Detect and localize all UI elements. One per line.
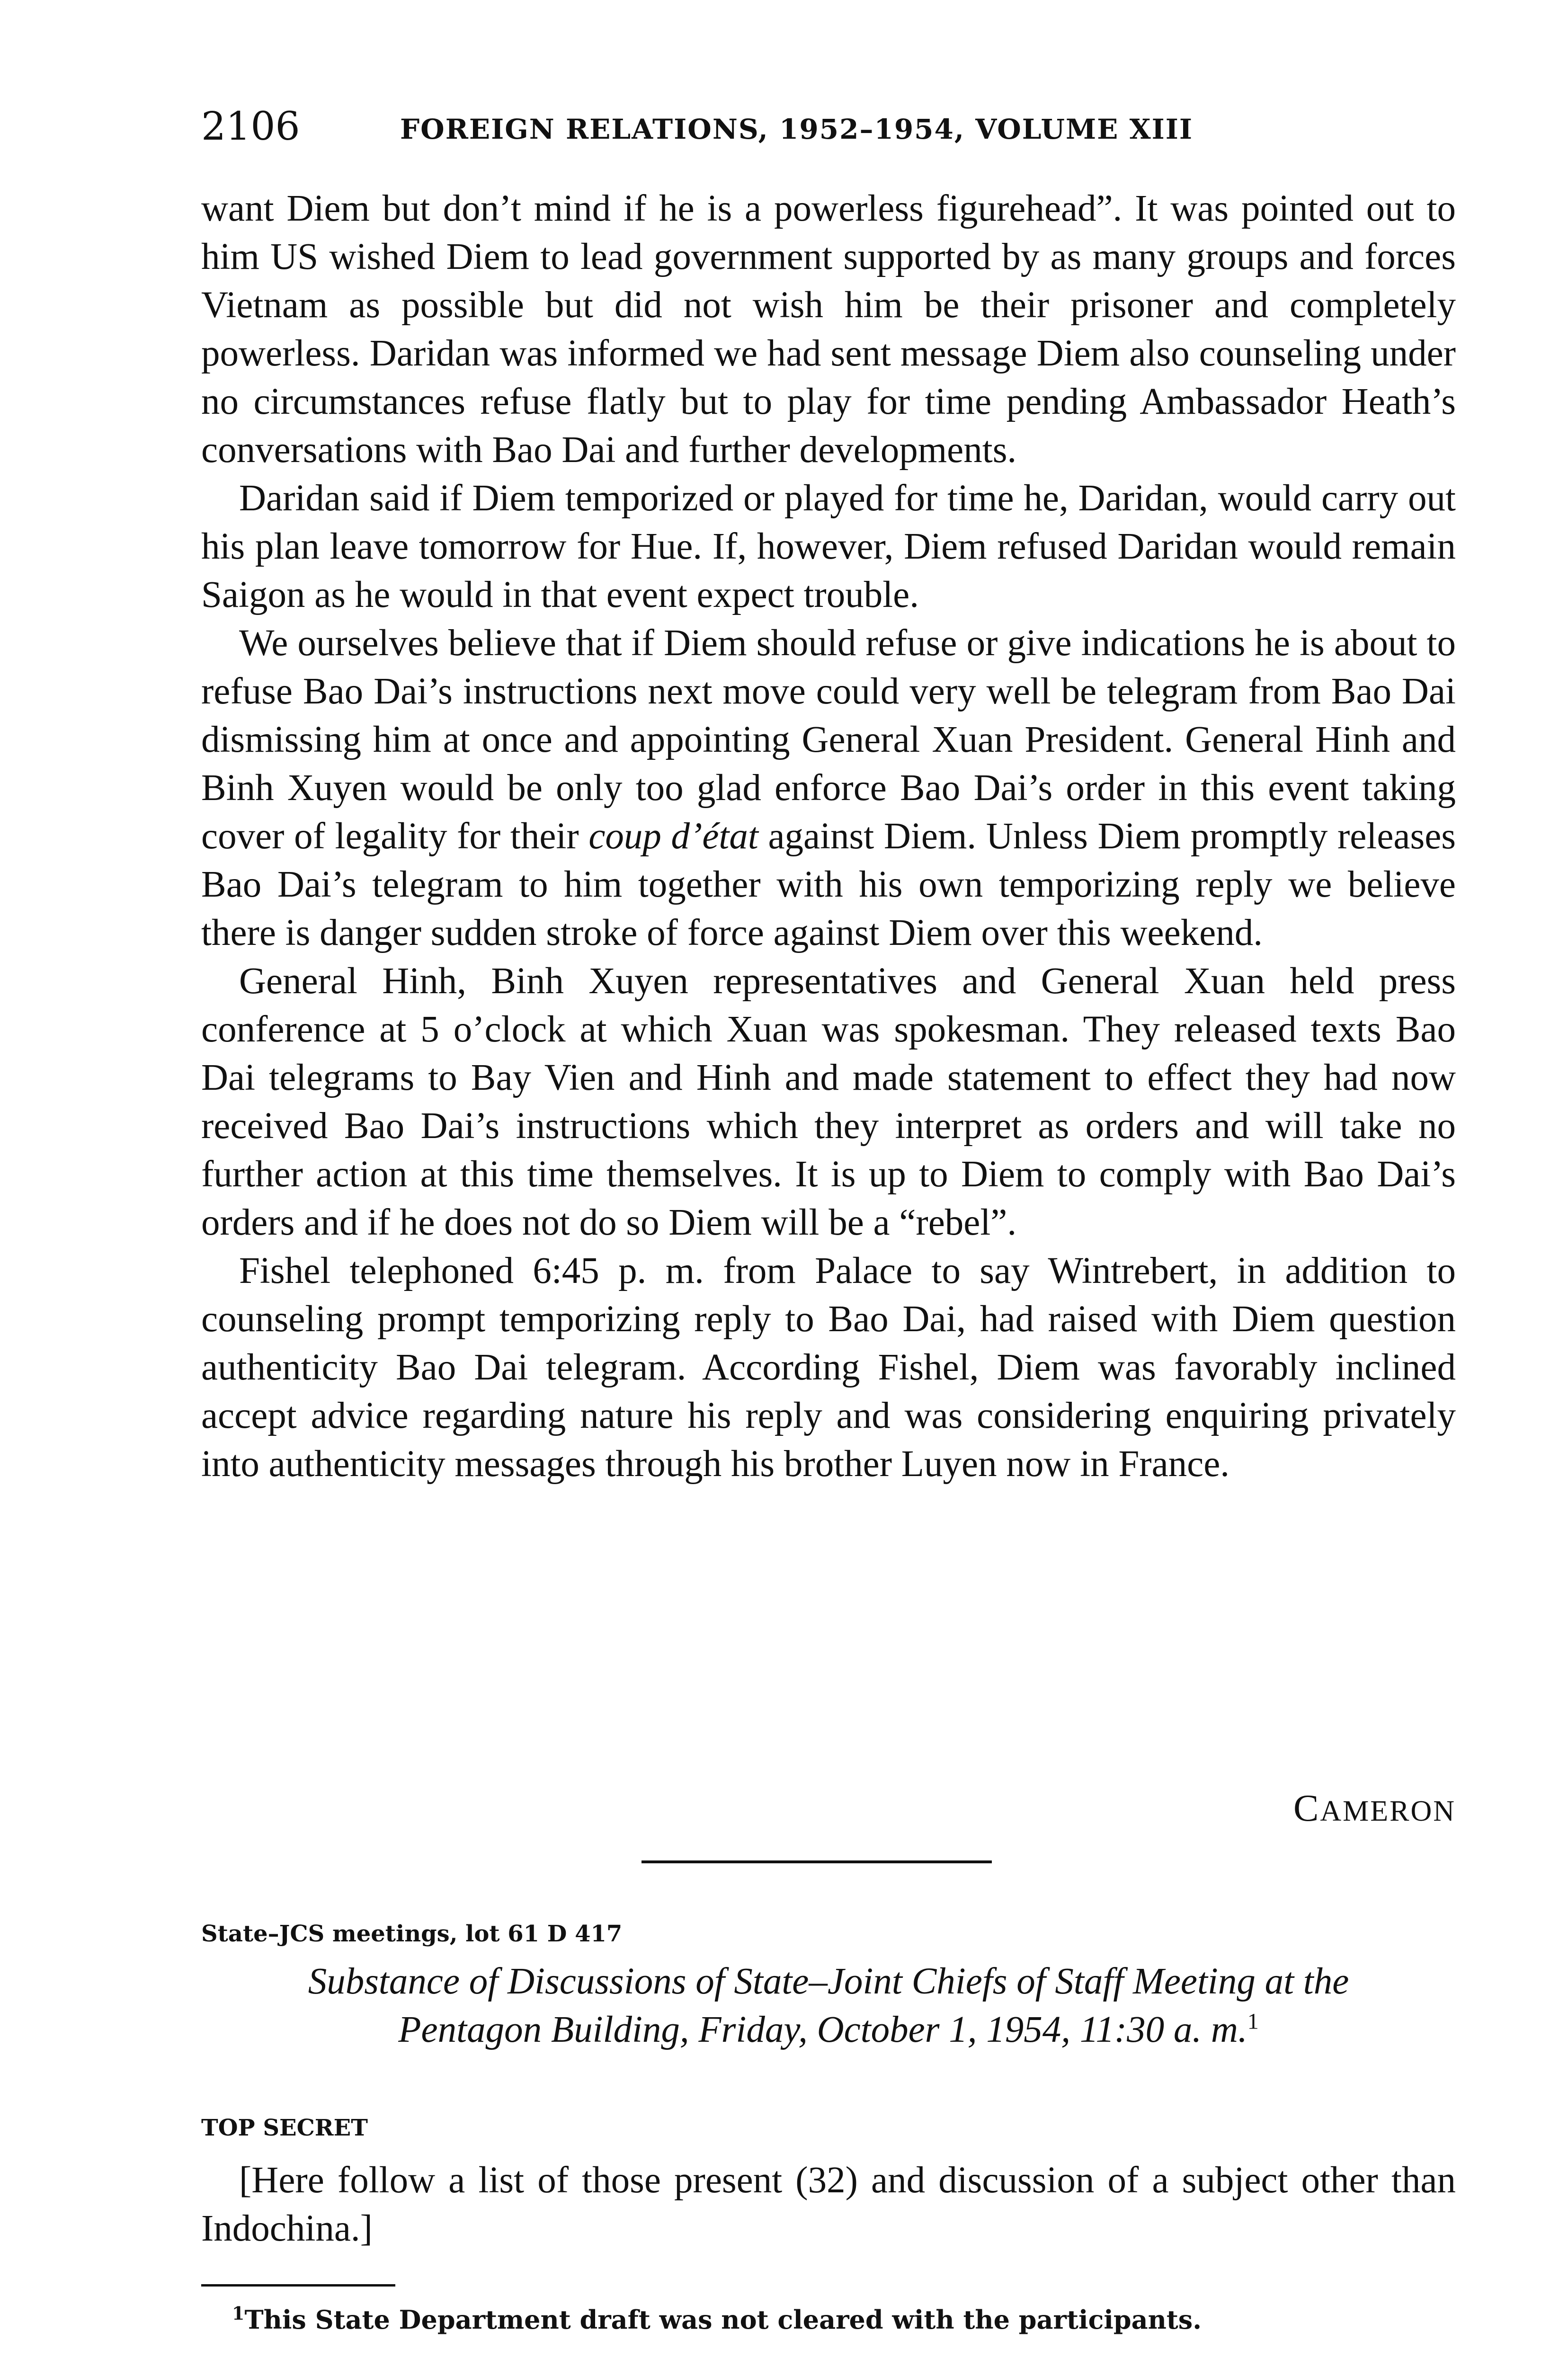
- editorial-note: [201, 2156, 1456, 2253]
- paragraph-3-part-1: We ourselves believe that if Diem should refuse or give indications he is about to refuse Bao Dai’s instructions next move could very well be telegram from Bao Dai dismissing him at once and appointing General Xuan President. General Hinh and Binh Xuyen would be only too glad enforce Bao Dai’s order in this event taking cover of legality for their: [201, 623, 1456, 857]
- document-title-line-2: Pentagon Building, Friday, October 1, 1954, 11:30 a. m.: [398, 2009, 1247, 2050]
- paragraph-1: want Diem but don’t mind if he is a powerless figurehead”. It was pointed out to him US wished Diem to lead government supported by as many groups and forces Vietnam as possible but did not wish him be their prisoner and completely powerless. Daridan was informed we had sent message Diem also counseling under no circumstances refuse flatly but to play for time pending Ambassador Heath’s conversations with Bao Dai and further developments.: [201, 188, 1456, 471]
- telegram-body: [201, 185, 1456, 1488]
- document-title-line-1: Substance of Discussions of State–Joint Chiefs of Staff Meeting at the: [308, 1961, 1349, 2002]
- paragraph-3: [201, 619, 1456, 957]
- editorial-note-text: [Here follow a list of those present (32) and discussion of a subject other than Indochina.]: [201, 2160, 1456, 2249]
- signature: [201, 1787, 1456, 1833]
- footnote-rule: [201, 2284, 395, 2287]
- page-number: 2106: [201, 104, 300, 149]
- running-head: [201, 103, 1461, 151]
- footnote: [232, 2298, 1453, 2341]
- title-footnote-mark: 1: [1247, 2009, 1259, 2034]
- signature-initial: C: [1293, 1788, 1320, 1829]
- paragraph-5: Fishel telephoned 6:45 p. m. from Palace to say Wintrebert, in addition to counseling prompt temporizing reply to Bao Dai, had raised with Diem question authenticity Bao Dai telegram. According Fishel, Diem was favorably inclined accept advice regarding nature his reply and was considering enquiring privately into authenticity messages through his brother Luyen now in France.: [201, 1250, 1456, 1485]
- signature-rest: AMERON: [1320, 1795, 1456, 1827]
- source-note: State–JCS meetings, lot 61 D 417: [201, 1921, 623, 1947]
- paragraph-4: General Hinh, Binh Xuyen representatives and General Xuan held press conference at 5 o’clock at which Xuan was spokesman. They released texts Bao Dai telegrams to Bay Vien and Hinh and made statement to effect they had now received Bao Dai’s instructions which they interpret as orders and will take no further action at this time themselves. It is up to Diem to comply with Bao Dai’s orders and if he does not do so Diem will be a “rebel”.: [201, 961, 1456, 1243]
- classification-label: TOP SECRET: [201, 2115, 368, 2141]
- section-separator: [641, 1860, 992, 1863]
- paragraph-2: Daridan said if Diem temporized or played for time he, Daridan, would carry out his plan leave tomorrow for Hue. If, however, Diem refused Daridan would remain Saigon as he would in that event expect trouble.: [201, 478, 1456, 615]
- document-title-line-2-wrap: [201, 2006, 1456, 2054]
- document-title: [201, 1958, 1456, 2054]
- paragraph-3-part-2: against Diem. Unless Diem promptly releases Bao Dai’s telegram to him together with his own temporizing reply we believe there is danger sudden stroke of force against Diem over this weekend.: [201, 816, 1456, 953]
- footnote-text: This State Department draft was not cleared with the participants.: [244, 2305, 1202, 2335]
- coup-detat-italic: coup d’état: [588, 816, 758, 857]
- footnote-mark: 1: [232, 2303, 245, 2324]
- running-head-title: FOREIGN RELATIONS, 1952–1954, VOLUME XIII: [400, 113, 1193, 145]
